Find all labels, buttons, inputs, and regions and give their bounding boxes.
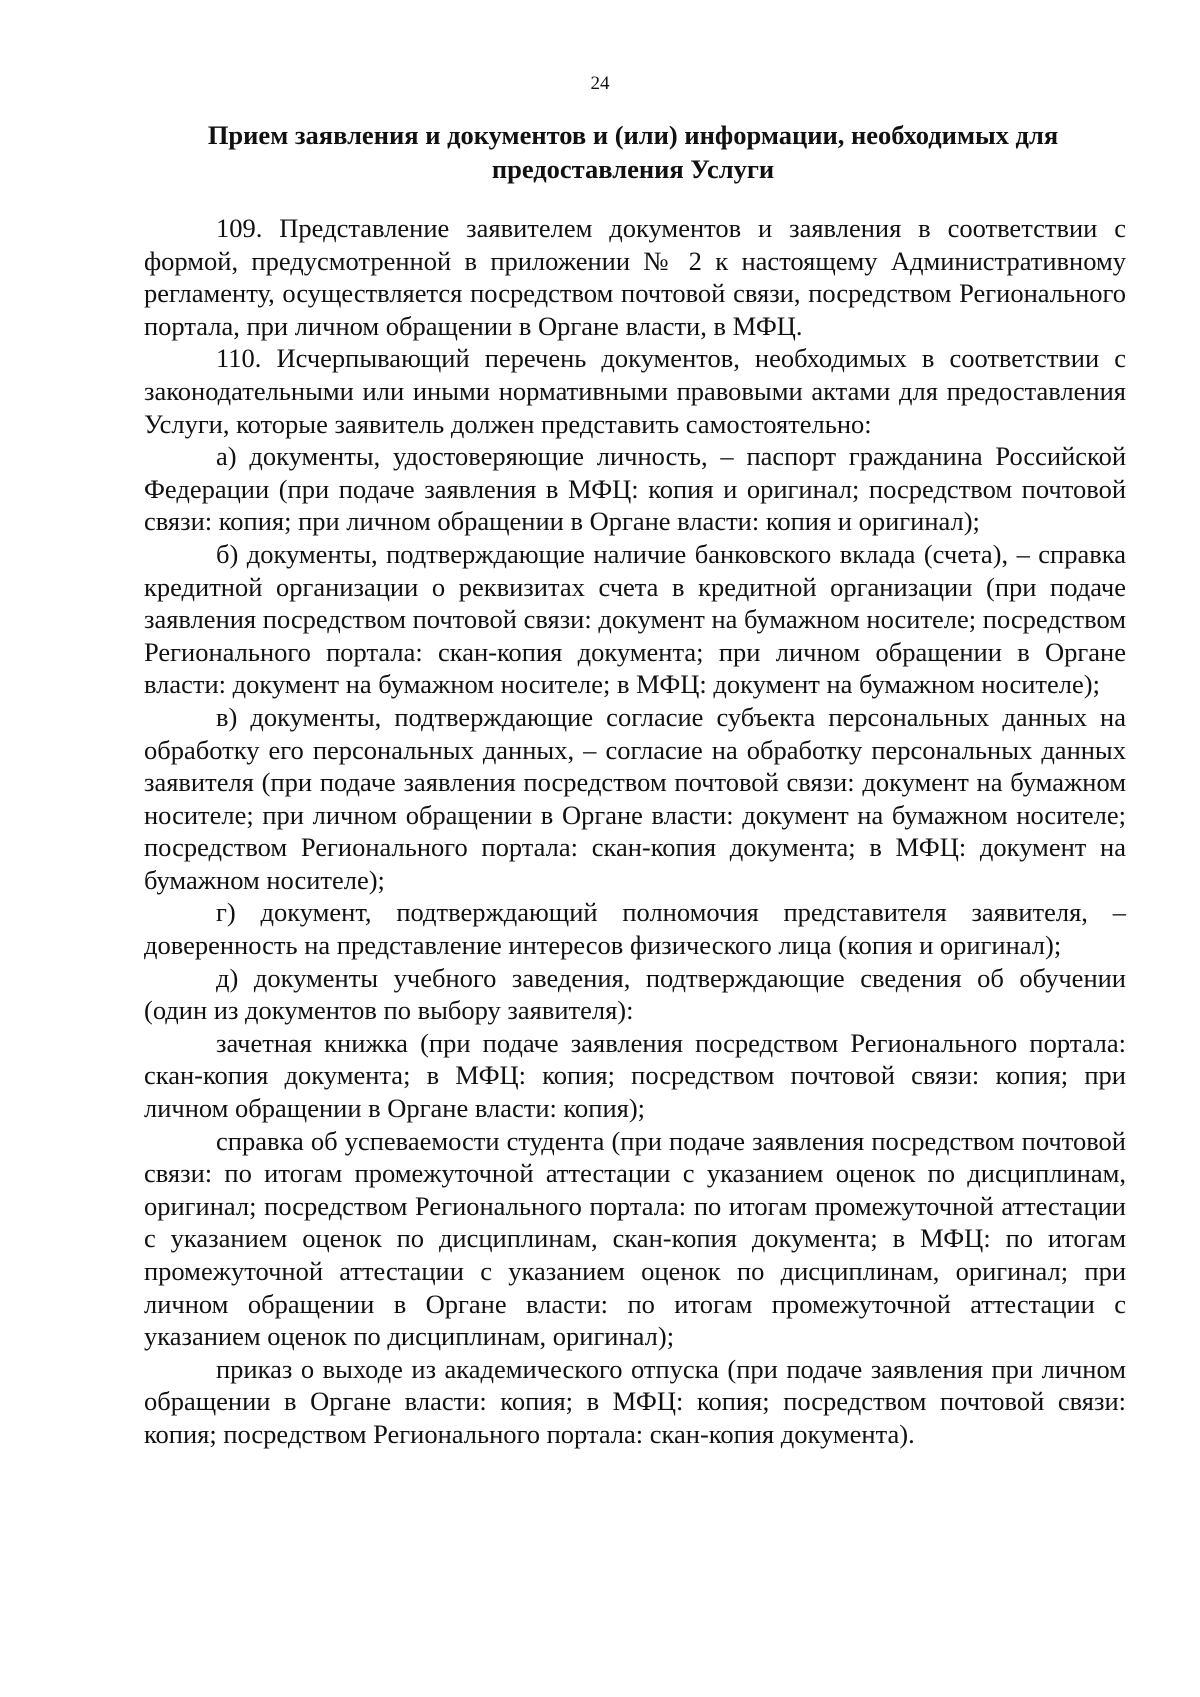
paragraph-109: 109. Представление заявителем документов и заявления в соответствии с формой, предусмотренной в приложении № 2 к настоящему Административному регламенту, осуществляется посредством почтовой связи, посредством Регионального портала, при личном обращении в Органе власти, в МФЦ.: [144, 213, 1126, 341]
page-number: 24: [590, 73, 610, 94]
section-title-line-1: Прием заявления и документов и (или) информации, необходимых для: [207, 120, 1059, 150]
section-title-line-2: предоставления Услуги: [491, 154, 775, 184]
list-item-g: г) документ, подтверждающий полномочия представителя заявителя, – доверенность на представление интересов физического лица (копия и оригинал);: [144, 897, 1126, 961]
paragraph-110: 110. Исчерпывающий перечень документов, необходимых в соответствии с законодательными или иными нормативными правовыми актами для предоставления Услуги, которые заявитель должен представить самостоятельно:: [144, 343, 1126, 439]
sub-item-progress-certificate: справка об успеваемости студента (при подаче заявления посредством почтовой связи: по итогам промежуточной аттестации с указанием оценок по дисциплинам, оригинал; посредством Регионального портала: по итогам промежуточной аттестации с указанием оценок по дисциплинам, скан-копия документа; в МФЦ: по итогам промежуточной аттестации с указанием оценок по дисциплинам, оригинал; при личном обращении в Органе власти: по итогам промежуточной аттестации с указанием оценок по дисциплинам, оригинал);: [144, 1125, 1126, 1352]
body-text: [144, 212, 1126, 1451]
sub-item-academic-leave-order: приказ о выходе из академического отпуска (при подаче заявления при личном обращении в Органе власти: копия; в МФЦ: копия; посредством почтовой связи: копия; посредством Регионального портала: скан-копия документа).: [144, 1353, 1126, 1449]
list-item-v: в) документы, подтверждающие согласие субъекта персональных данных на обработку его персональных данных, – согласие на обработку персональных данных заявителя (при подаче заявления посредством почтовой связи: документ на бумажном носителе; при личном обращении в Органе власти: документ на бумажном носителе; посредством Регионального портала: скан-копия документа; в МФЦ: документ на бумажном носителе);: [144, 701, 1126, 895]
section-title: [143, 118, 1123, 186]
sub-item-record-book: зачетная книжка (при подаче заявления посредством Регионального портала: скан-копия документа; в МФЦ: копия; посредством почтовой связи: копия; при личном обращении в Органе власти: копия);: [144, 1027, 1126, 1124]
list-item-b: б) документы, подтверждающие наличие банковского вклада (счета), – справка кредитной организации о реквизитах счета в кредитной организации (при подаче заявления посредством почтовой связи: документ на бумажном носителе; посредством Регионального портала: скан-копия документа; при личном обращении в Органе власти: документ на бумажном носителе; в МФЦ: документ на бумажном носителе);: [144, 538, 1126, 700]
list-item-a: а) документы, удостоверяющие личность, – паспорт гражданина Российской Федерации (при подаче заявления в МФЦ: копия и оригинал; посредством почтовой связи: копия; при личном обращении в Органе власти: копия и оригинал);: [144, 441, 1126, 537]
list-item-d: д) документы учебного заведения, подтверждающие сведения об обучении (один из документов по выбору заявителя):: [144, 962, 1126, 1026]
